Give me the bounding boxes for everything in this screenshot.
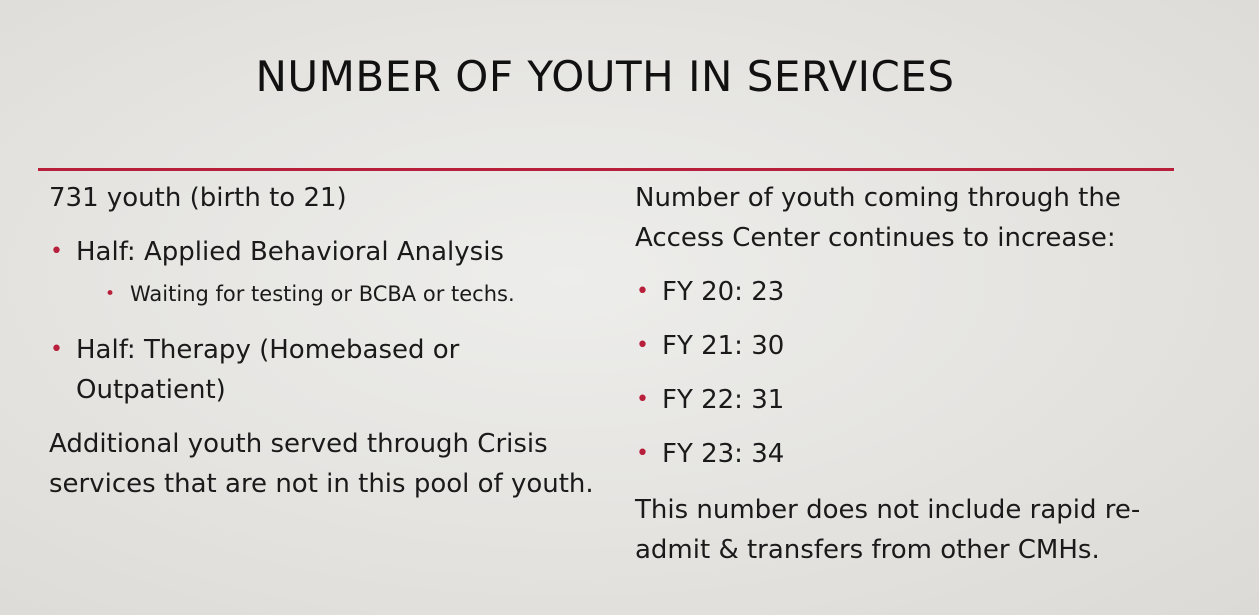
right-column [635, 178, 1155, 570]
bullet-aba [49, 232, 609, 272]
bullet-marker: • [50, 337, 63, 362]
fy-item [635, 434, 1155, 474]
fy-item-text: FY 20: 23 [662, 277, 785, 307]
right-intro-line1: Number of youth coming through the [635, 183, 1121, 213]
title-divider [38, 168, 1174, 171]
bullet-marker: • [636, 279, 649, 304]
fy-item [635, 272, 1155, 312]
right-closing-line1: This number does not include rapid re- [635, 495, 1141, 525]
fy-item [635, 326, 1155, 366]
right-closing-line2: admit & transfers from other CMHs. [635, 535, 1100, 565]
fy-item-text: FY 22: 31 [662, 385, 785, 415]
slide-title: NUMBER OF YOUTH IN SERVICES [255, 52, 955, 101]
left-intro: 731 youth (birth to 21) [49, 183, 347, 213]
bullet-therapy-line1: Half: Therapy (Homebased or [76, 335, 460, 365]
fy-item-text: FY 21: 30 [662, 331, 785, 361]
fy-item [635, 380, 1155, 420]
bullet-marker: • [636, 441, 649, 466]
right-closing [635, 490, 1155, 570]
bullet-marker: • [636, 387, 649, 412]
sub-bullet-marker: • [105, 284, 116, 304]
left-closing-line2: services that are not in this pool of youth. [49, 469, 594, 499]
bullet-aba-text: Half: Applied Behavioral Analysis [76, 237, 504, 267]
bullet-marker: • [50, 239, 63, 264]
sub-bullet-waiting-text: Waiting for testing or BCBA or techs. [130, 282, 515, 306]
left-closing-line1: Additional youth served through Crisis [49, 429, 548, 459]
fy-list [635, 272, 1155, 474]
left-bullet-list [49, 232, 609, 410]
bullet-therapy-line2: Outpatient) [76, 375, 226, 405]
right-intro-line2: Access Center continues to increase: [635, 223, 1116, 253]
left-closing [49, 424, 609, 504]
bullet-therapy [49, 330, 609, 410]
fy-item-text: FY 23: 34 [662, 439, 785, 469]
right-intro [635, 178, 1155, 258]
sub-bullet-waiting [49, 278, 609, 310]
bullet-marker: • [636, 333, 649, 358]
left-column [49, 178, 609, 504]
